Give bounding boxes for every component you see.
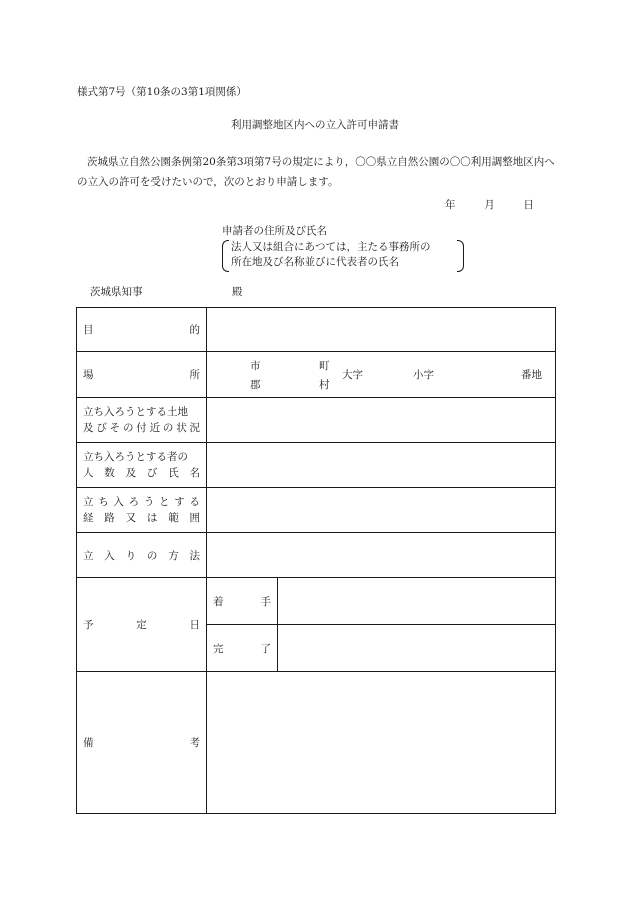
honorific: 殿 bbox=[232, 286, 243, 298]
form-number: 様式第7号（第10条の3第1項関係） bbox=[77, 86, 247, 98]
glyph: 備 bbox=[83, 737, 94, 749]
schedule-text bbox=[83, 617, 200, 632]
glyph: 完 bbox=[213, 642, 224, 655]
row-location bbox=[77, 352, 556, 398]
loc-oaza: 大字 bbox=[342, 369, 363, 381]
glyph: 方 bbox=[168, 549, 179, 562]
route-line1 bbox=[83, 494, 200, 510]
date-line bbox=[445, 197, 534, 212]
glyph: 着 bbox=[213, 595, 224, 608]
row-remarks bbox=[77, 672, 556, 814]
glyph: 定 bbox=[136, 619, 147, 631]
date-day: 日 bbox=[523, 199, 534, 211]
glyph: 手 bbox=[260, 595, 271, 608]
route-line2 bbox=[83, 510, 200, 526]
glyph: ろ bbox=[128, 496, 140, 508]
route-field[interactable] bbox=[207, 488, 556, 533]
row-persons bbox=[77, 443, 556, 488]
location-text bbox=[83, 367, 200, 382]
addressee: 茨城県知事 bbox=[90, 286, 143, 298]
remarks-text bbox=[83, 735, 200, 750]
glyph: 及 bbox=[83, 422, 94, 434]
method-label bbox=[77, 533, 207, 578]
glyph: 路 bbox=[104, 512, 115, 524]
glyph: 目 bbox=[83, 324, 94, 336]
start-date-field[interactable] bbox=[278, 578, 556, 625]
glyph: 了 bbox=[260, 642, 271, 655]
land-status-field[interactable] bbox=[207, 398, 556, 443]
remarks-field[interactable] bbox=[207, 672, 556, 814]
glyph: 近 bbox=[149, 422, 161, 434]
glyph: 経 bbox=[83, 512, 94, 524]
start-label bbox=[207, 578, 278, 625]
glyph: 又 bbox=[125, 512, 137, 524]
row-land-status bbox=[77, 398, 556, 443]
applicant-note-line2: 所在地及び名称並びに代表者の氏名 bbox=[231, 256, 399, 268]
persons-label bbox=[77, 443, 207, 488]
glyph: び bbox=[96, 422, 107, 434]
document-title: 利用調整地区内への立入許可申請書 bbox=[231, 119, 399, 131]
location-field[interactable] bbox=[207, 352, 556, 398]
glyph: 名 bbox=[189, 467, 200, 479]
glyph: 人 bbox=[83, 467, 94, 479]
applicant-note-line1: 法人又は組合にあつては，主たる事務所の bbox=[231, 241, 431, 253]
method-text bbox=[83, 548, 200, 563]
finish-label bbox=[207, 625, 278, 672]
glyph: 法 bbox=[189, 549, 200, 562]
row-method bbox=[77, 533, 556, 578]
glyph: と bbox=[159, 496, 170, 508]
loc-koaza: 小字 bbox=[413, 369, 434, 381]
glyph: 考 bbox=[189, 737, 200, 749]
loc-city: 市 bbox=[250, 360, 261, 372]
applicant-note bbox=[222, 240, 464, 272]
row-purpose bbox=[77, 308, 556, 352]
loc-village: 村 bbox=[319, 379, 330, 391]
glyph: そ bbox=[109, 422, 121, 434]
purpose-label bbox=[77, 308, 207, 352]
persons-field[interactable] bbox=[207, 443, 556, 488]
glyph: 状 bbox=[176, 422, 187, 434]
glyph: 入 bbox=[104, 549, 115, 562]
glyph: 入 bbox=[113, 496, 124, 508]
date-year: 年 bbox=[445, 199, 456, 211]
application-statement: 茨城県立自然公園条例第20条第3項第7号の規定により，〇〇県立自然公園の〇〇利用調整地区内への立入の許可を受けたいので，次のとおり申請します。 bbox=[77, 156, 555, 188]
purpose-text bbox=[83, 322, 200, 337]
glyph: 場 bbox=[83, 369, 94, 381]
glyph: ち bbox=[98, 496, 109, 508]
glyph: 囲 bbox=[189, 512, 200, 524]
remarks-label bbox=[77, 672, 207, 814]
glyph: 及 bbox=[125, 467, 137, 479]
applicant-label: 申請者の住所及び氏名 bbox=[222, 225, 327, 237]
loc-town: 町 bbox=[319, 360, 330, 372]
glyph: び bbox=[146, 467, 158, 479]
row-route bbox=[77, 488, 556, 533]
glyph: る bbox=[189, 496, 200, 508]
glyph: 的 bbox=[189, 324, 200, 336]
finish-date-field[interactable] bbox=[278, 625, 556, 672]
glyph: 付 bbox=[136, 422, 147, 434]
location-label bbox=[77, 352, 207, 398]
land-status-line1: 立ち入ろうとする土地 bbox=[83, 406, 188, 418]
glyph: す bbox=[174, 496, 185, 508]
right-bracket bbox=[457, 240, 464, 272]
method-field[interactable] bbox=[207, 533, 556, 578]
persons-line2 bbox=[83, 465, 200, 481]
glyph: 所 bbox=[189, 369, 200, 381]
loc-banchi: 番地 bbox=[521, 369, 542, 381]
glyph: の bbox=[162, 422, 174, 434]
glyph: 数 bbox=[104, 467, 115, 479]
glyph: は bbox=[146, 512, 158, 524]
glyph: 範 bbox=[168, 512, 179, 524]
glyph: 立 bbox=[83, 549, 94, 562]
glyph: う bbox=[143, 496, 155, 508]
land-status-line2 bbox=[83, 420, 200, 436]
glyph: 氏 bbox=[168, 467, 179, 479]
route-label bbox=[77, 488, 207, 533]
schedule-label bbox=[77, 578, 207, 672]
loc-county: 郡 bbox=[250, 379, 261, 391]
glyph: り bbox=[125, 549, 137, 562]
glyph: 況 bbox=[189, 422, 200, 434]
land-status-label bbox=[77, 398, 207, 443]
date-month: 月 bbox=[484, 199, 495, 211]
row-schedule-start bbox=[77, 578, 556, 625]
application-table bbox=[76, 307, 556, 814]
purpose-field[interactable] bbox=[207, 308, 556, 352]
start-text bbox=[213, 594, 271, 609]
glyph: 日 bbox=[189, 619, 200, 631]
glyph: 予 bbox=[83, 619, 94, 631]
glyph: の bbox=[122, 422, 134, 434]
glyph: 立 bbox=[83, 496, 94, 508]
finish-text bbox=[213, 641, 271, 656]
persons-line1: 立ち入ろうとする者の bbox=[83, 451, 188, 463]
left-bracket bbox=[222, 240, 229, 272]
glyph: の bbox=[146, 549, 158, 562]
